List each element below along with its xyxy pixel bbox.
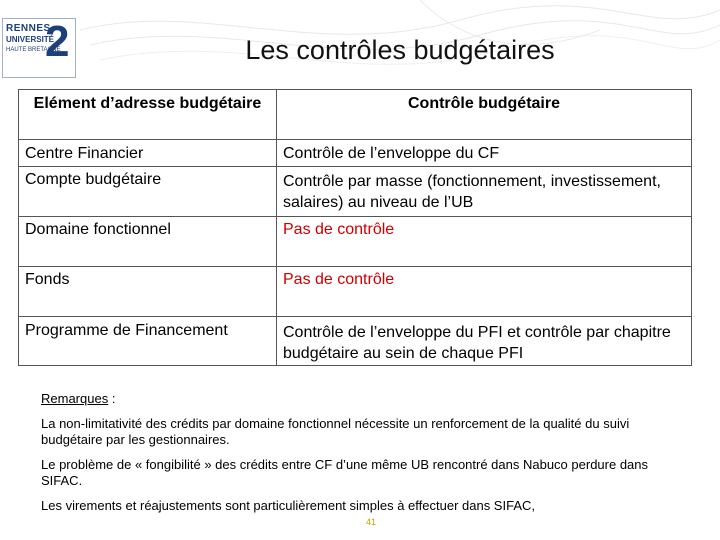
remark-item: La non-limitativité des crédits par domaine fonctionnel nécessite un renforcement de la qualité du suivi budgétaire par les gestionnaires. (41, 416, 630, 447)
table-row (19, 140, 692, 167)
header-control: Contrôle budgétaire (277, 90, 692, 140)
logo-line3: HAUTE BRETAGNE (6, 47, 61, 53)
remarks-section (41, 391, 691, 523)
budget-control-table (18, 89, 692, 366)
table-row (19, 167, 692, 217)
table-row (19, 217, 692, 267)
remark-item: Les virements et réajustements sont particulièrement simples à effectuer dans SIFAC, (41, 498, 535, 513)
logo-line2: UNIVERSITÉ (6, 35, 55, 44)
slide-title-text: Les contrôles budgétaires (245, 35, 555, 65)
remarks-heading (41, 391, 691, 407)
row-control: Pas de contrôle (277, 217, 692, 267)
row-element: Centre Financier (19, 140, 277, 167)
row-control: Pas de contrôle (277, 267, 692, 317)
table-row (19, 317, 692, 366)
table-row (19, 267, 692, 317)
slide-title (0, 35, 720, 66)
row-element: Fonds (19, 267, 277, 317)
row-element: Programme de Financement (19, 317, 277, 366)
remarks-heading-label: Remarques (41, 391, 109, 406)
row-element: Domaine fonctionnel (19, 217, 277, 267)
row-control: Contrôle de l’enveloppe du PFI et contrôle par chapitre budgétaire au sein de chaque PFI (277, 317, 692, 366)
page-number: 41 (366, 517, 377, 527)
row-control: Contrôle de l’enveloppe du CF (277, 140, 692, 167)
row-element: Compte budgétaire (19, 167, 277, 217)
logo-number: 2 (45, 17, 70, 66)
header-element: Elément d’adresse budgétaire (19, 90, 277, 140)
remarks-heading-suffix: : (108, 391, 116, 406)
row-control: Contrôle par masse (fonctionnement, investissement, salaires) au niveau de l’UB (277, 167, 692, 217)
remark-item: Le problème de « fongibilité » des crédits entre CF d’une même UB rencontré dans Nabuco perdure dans SIFAC. (41, 457, 649, 488)
table-header-row (19, 90, 692, 140)
logo-line1: RENNES (6, 23, 51, 34)
